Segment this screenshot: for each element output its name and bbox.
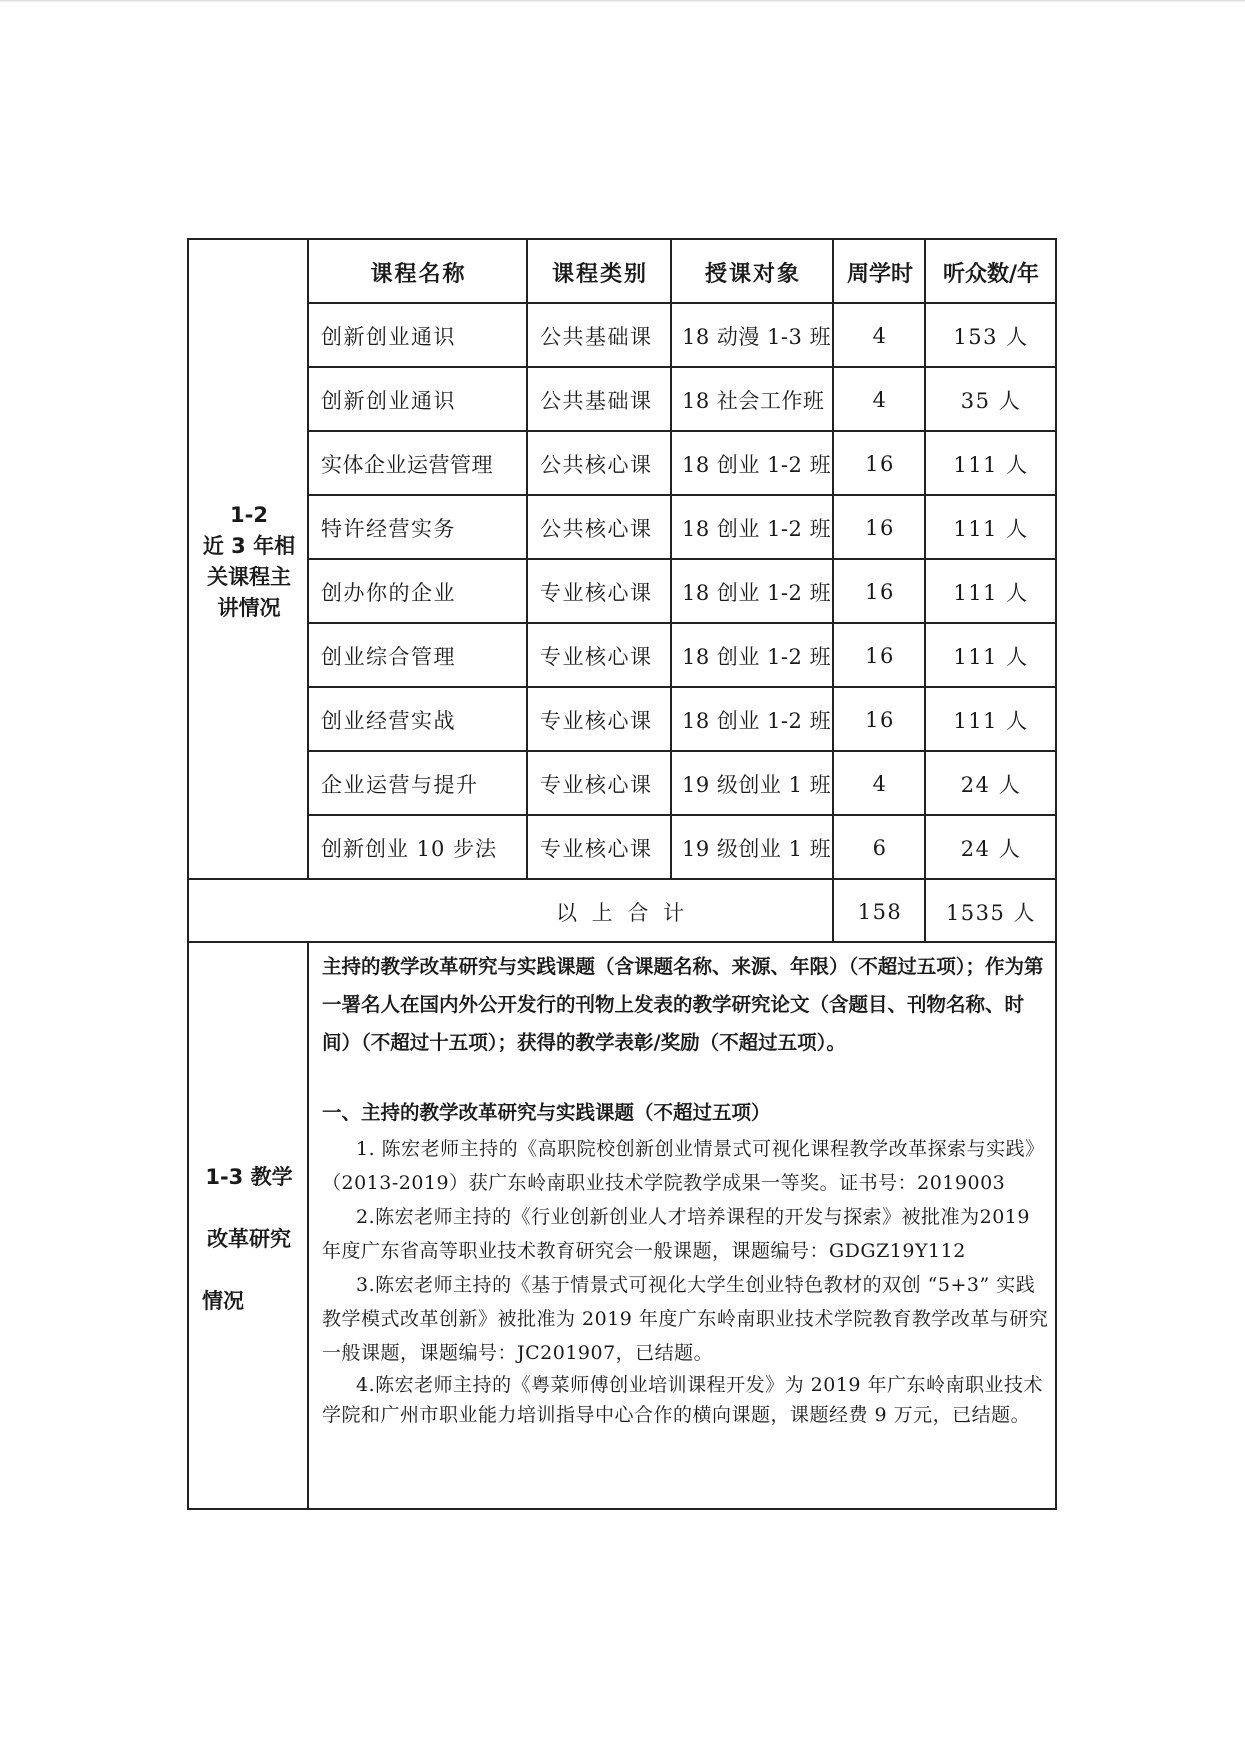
section-label-line: 1-2 bbox=[230, 503, 268, 527]
course-type: 公共基础课 bbox=[540, 325, 653, 349]
course-audience: 111 人 bbox=[953, 645, 1029, 669]
section-label-line: 1-3 教学 bbox=[205, 1165, 293, 1189]
course-type: 公共基础课 bbox=[540, 389, 653, 413]
list-item: 3.陈宏老师主持的《基于情景式可视化大学生创业特色教材的双创 “5+3” 实践教学模式改革创新》被批准为 2019 年度广东岭南职业技术学院教育教学改革与研究一般课题，课题编号：JC201907，已结题。 bbox=[322, 1274, 1049, 1364]
total-audience: 1535 人 bbox=[945, 900, 1037, 925]
section-label-line: 关课程主 bbox=[207, 565, 291, 589]
course-name: 创办你的企业 bbox=[321, 581, 456, 605]
course-target: 18 创业 1-2 班 bbox=[682, 453, 832, 477]
course-target: 18 创业 1-2 班 bbox=[682, 517, 832, 541]
section-1-2-label bbox=[190, 500, 308, 624]
course-audience: 35 人 bbox=[960, 389, 1022, 413]
section-label-line: 改革研究 bbox=[207, 1227, 291, 1251]
list-item: 4.陈宏老师主持的《粤菜师傅创业培训课程开发》为 2019 年广东岭南职业技术学院和广州市职业能力培训指导中心合作的横向课题，课题经费 9 万元，已结题。 bbox=[322, 1374, 1044, 1426]
course-type: 专业核心课 bbox=[540, 645, 653, 669]
course-hours: 16 bbox=[865, 708, 895, 732]
course-name: 创新创业通识 bbox=[321, 325, 456, 349]
list-item: 1. 陈宏老师主持的《高职院校创新创业情景式可视化课程教学改革探索与实践》（2013-2019）获广东岭南职业技术学院教学成果一等奖。证书号：2019003 bbox=[322, 1138, 1045, 1194]
course-type: 公共核心课 bbox=[540, 517, 653, 541]
course-hours: 16 bbox=[865, 516, 895, 540]
course-name: 创新创业通识 bbox=[321, 389, 456, 413]
course-type: 公共核心课 bbox=[540, 453, 653, 477]
course-type: 专业核心课 bbox=[540, 709, 653, 733]
course-target: 18 动漫 1-3 班 bbox=[682, 325, 832, 349]
course-target: 19 级创业 1 班 bbox=[682, 773, 832, 797]
course-target: 18 创业 1-2 班 bbox=[682, 709, 832, 733]
course-name: 实体企业运营管理 bbox=[321, 453, 493, 477]
course-type: 专业核心课 bbox=[540, 581, 653, 605]
section-label-line: 讲情况 bbox=[217, 596, 281, 620]
course-audience: 153 人 bbox=[953, 325, 1029, 349]
section-heading: 一、主持的教学改革研究与实践课题（不超过五项） bbox=[322, 1101, 771, 1124]
course-hours: 4 bbox=[872, 324, 888, 348]
course-target: 18 创业 1-2 班 bbox=[682, 581, 832, 605]
header-course-type: 课程类别 bbox=[551, 260, 648, 287]
course-hours: 4 bbox=[872, 772, 888, 796]
course-name: 特许经营实务 bbox=[321, 517, 456, 541]
course-name: 创业综合管理 bbox=[321, 645, 456, 669]
course-type: 专业核心课 bbox=[540, 837, 653, 861]
teaching-reform-content bbox=[322, 948, 1052, 1430]
course-audience: 111 人 bbox=[953, 581, 1029, 605]
course-target: 19 级创业 1 班 bbox=[682, 837, 832, 861]
total-hours: 158 bbox=[857, 899, 903, 924]
course-target: 18 创业 1-2 班 bbox=[682, 645, 832, 669]
section-label-line: 近 3 年相 bbox=[202, 534, 296, 558]
course-audience: 24 人 bbox=[960, 773, 1022, 797]
section-label-line: 情况 bbox=[202, 1289, 244, 1313]
header-course-name: 课程名称 bbox=[370, 260, 467, 287]
course-type: 专业核心课 bbox=[540, 773, 653, 797]
header-audience: 听众数/年 bbox=[942, 260, 1040, 287]
section-intro: 主持的教学改革研究与实践课题（含课题名称、来源、年限）（不超过五项）；作为第一署名人在国内外公开发行的刊物上发表的教学研究论文（含题目、刊物名称、时间）（不超过十五项）；获得的教学表彰/奖励（不超过五项）。 bbox=[322, 955, 1044, 1054]
course-audience: 24 人 bbox=[960, 837, 1022, 861]
header-target: 授课对象 bbox=[704, 260, 801, 287]
course-hours: 16 bbox=[865, 644, 895, 668]
section-1-3-label bbox=[190, 1146, 308, 1332]
course-hours: 16 bbox=[865, 452, 895, 476]
course-hours: 6 bbox=[872, 836, 888, 860]
course-name: 企业运营与提升 bbox=[321, 773, 479, 797]
total-label: 以 上 合 计 bbox=[555, 900, 689, 925]
course-audience: 111 人 bbox=[953, 517, 1029, 541]
course-name: 创业经营实战 bbox=[321, 709, 456, 733]
course-name: 创新创业 10 步法 bbox=[321, 837, 498, 861]
course-audience: 111 人 bbox=[953, 709, 1029, 733]
list-item: 2.陈宏老师主持的《行业创新创业人才培养课程的开发与探索》被批准为2019 年度广东省高等职业技术教育研究会一般课题，课题编号：GDGZ19Y112 bbox=[322, 1206, 1030, 1262]
header-weekly-hours: 周学时 bbox=[846, 260, 913, 287]
course-hours: 4 bbox=[872, 388, 888, 412]
course-hours: 16 bbox=[865, 580, 895, 604]
course-audience: 111 人 bbox=[953, 453, 1029, 477]
course-target: 18 社会工作班 bbox=[682, 389, 825, 413]
